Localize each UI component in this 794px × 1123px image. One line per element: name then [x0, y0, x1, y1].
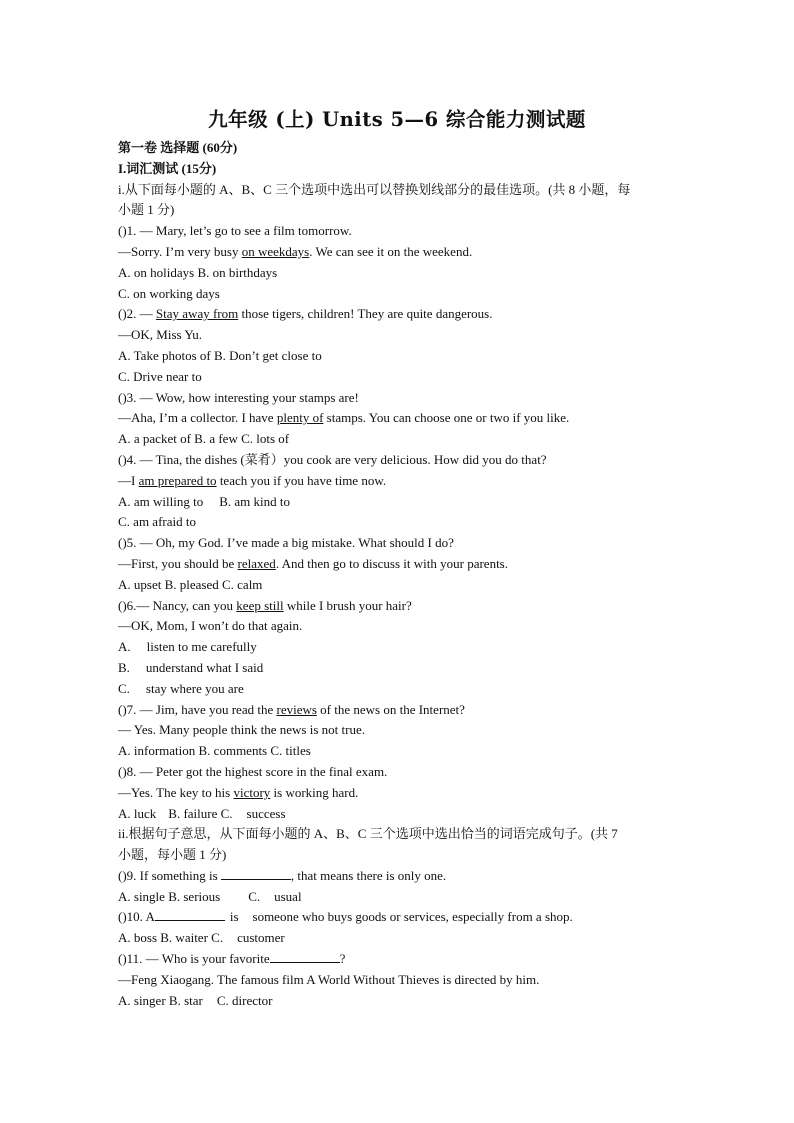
option-b: B. am kind to — [219, 493, 290, 509]
underlined-phrase: plenty of — [276, 410, 324, 426]
text: ? — [339, 951, 346, 967]
option-a: A. am willing to — [118, 493, 204, 509]
text: . And then go to discuss it with your parents. — [275, 555, 508, 571]
question-2-options: A. Take photos of B. Don’t get close to — [118, 347, 322, 363]
text: teach you if you have time now. — [216, 472, 387, 488]
text: , that means there is only one. — [290, 867, 447, 883]
option-b: B. failure C. — [168, 805, 233, 821]
option-text: understand what I said — [145, 659, 264, 675]
underlined-phrase: relaxed — [237, 555, 276, 571]
question-6-option-b — [118, 658, 683, 679]
instruction-line: i.从下面每小题的 A、B、C 三个选项中选出可以替换划线部分的最佳选项。(共 8 小题，每 — [118, 181, 631, 197]
section-heading: I.词汇测试 (15分) — [118, 160, 217, 176]
question-5-options: A. upset B. pleased C. calm — [118, 576, 263, 592]
question-5-prompt: ()5. — Oh, my God. I’ve made a big mistake. What should I do? — [118, 535, 454, 551]
text: —First, you should be — [118, 555, 238, 571]
text: those tigers, children! They are quite dangerous. — [238, 306, 493, 322]
underlined-phrase: Stay away from — [155, 306, 239, 322]
text: . We can see it on the weekend. — [309, 243, 473, 259]
question-3-response — [118, 408, 683, 429]
text: is — [229, 909, 239, 925]
text: —Yes. The key to his — [118, 784, 234, 800]
text: ()6.— Nancy, can you — [118, 597, 237, 613]
option-letter: B. — [118, 659, 130, 675]
question-7-prompt — [118, 700, 683, 721]
question-7-options: A. information B. comments C. titles — [118, 743, 311, 759]
option-letter: C. — [118, 680, 130, 696]
question-3-prompt: ()3. — Wow, how interesting your stamps are! — [118, 389, 359, 405]
question-8-options — [118, 804, 683, 825]
text: of the news on the Internet? — [316, 701, 465, 717]
option-a: A. luck — [118, 805, 157, 821]
question-2-response: —OK, Miss Yu. — [118, 327, 203, 343]
text: ()9. If something is — [118, 867, 221, 883]
underlined-phrase: keep still — [236, 597, 284, 613]
text: ()2. — — [118, 306, 156, 322]
question-3-options: A. a packet of B. a few C. lots of — [118, 431, 290, 447]
option-ab: A. singer B. star — [118, 992, 203, 1008]
text: ()11. — Who is your favorite — [118, 951, 270, 967]
underlined-phrase: reviews — [276, 701, 317, 717]
question-5-response — [118, 554, 683, 575]
question-1-options: A. on holidays B. on birthdays — [118, 264, 278, 280]
question-11-response: —Feng Xiaogang. The famous film A World Without Thieves is directed by him. — [118, 971, 540, 987]
question-10-options — [118, 928, 683, 949]
option-text: stay where you are — [145, 680, 244, 696]
underlined-phrase: on weekdays — [241, 243, 310, 259]
question-2-prompt — [118, 304, 683, 325]
question-9-options — [118, 887, 683, 908]
instruction-line: 小题，每小题 1 分) — [118, 847, 227, 863]
text: —I — [118, 472, 139, 488]
text: —Aha, I’m a collector. I have — [118, 410, 277, 426]
answer-blank — [270, 950, 340, 963]
option-letter: A. — [118, 639, 131, 655]
question-4-prompt: ()4. — Tina, the dishes (菜肴）you cook are very delicious. How did you do that? — [118, 451, 547, 467]
text: is working hard. — [270, 784, 359, 800]
question-1-options: C. on working days — [118, 285, 220, 301]
option-c: customer — [237, 930, 285, 946]
question-4-response — [118, 471, 683, 492]
option-ab: A. boss B. waiter C. — [118, 930, 224, 946]
exam-content — [118, 138, 683, 1011]
option-letter: C. — [248, 888, 261, 904]
question-9-prompt — [118, 866, 683, 887]
question-6-option-a — [118, 637, 683, 658]
text: someone who buys goods or services, especially from a shop. — [252, 909, 573, 925]
text: ()7. — Jim, have you read the — [118, 701, 277, 717]
answer-blank — [221, 867, 291, 880]
page-title: 九年级 (上) Units 5—6 综合能力测试题 — [208, 108, 586, 131]
option-text: listen to me carefully — [146, 639, 257, 655]
underlined-phrase: am prepared to — [138, 472, 217, 488]
question-8-response — [118, 783, 683, 804]
question-6-response: —OK, Mom, I won’t do that again. — [118, 618, 303, 634]
option-c: C. director — [216, 992, 273, 1008]
option-c: success — [246, 805, 286, 821]
question-2-options: C. Drive near to — [118, 368, 202, 384]
answer-blank — [155, 908, 225, 921]
question-8-prompt: ()8. — Peter got the highest score in the final exam. — [118, 763, 388, 779]
instruction-line: 小题 1 分) — [118, 202, 175, 218]
text: stamps. You can choose one or two if you like. — [323, 410, 570, 426]
option-ab: A. single B. serious — [118, 888, 221, 904]
question-7-response: — Yes. Many people think the news is not true. — [118, 722, 365, 738]
question-1-response — [118, 242, 683, 263]
instruction-line: ii.根据句子意思，从下面每小题的 A、B、C 三个选项中选出恰当的词语完成句子。(共 7 — [118, 826, 618, 842]
question-4-options: C. am afraid to — [118, 514, 196, 530]
question-11-prompt — [118, 949, 683, 970]
question-11-options — [118, 991, 683, 1012]
question-4-options — [118, 492, 683, 513]
option-text: usual — [274, 888, 302, 904]
question-10-prompt — [118, 907, 683, 928]
question-1-prompt: ()1. — Mary, let’s go to see a film tomorrow. — [118, 223, 352, 239]
text: ()10. A — [118, 909, 155, 925]
underlined-phrase: victory — [233, 784, 271, 800]
part-heading: 第一卷 选择题 (60分) — [118, 140, 238, 155]
question-6-option-c — [118, 679, 683, 700]
text: —Sorry. I’m very busy — [118, 243, 242, 259]
question-6-prompt — [118, 596, 683, 617]
text: while I brush your hair? — [283, 597, 412, 613]
